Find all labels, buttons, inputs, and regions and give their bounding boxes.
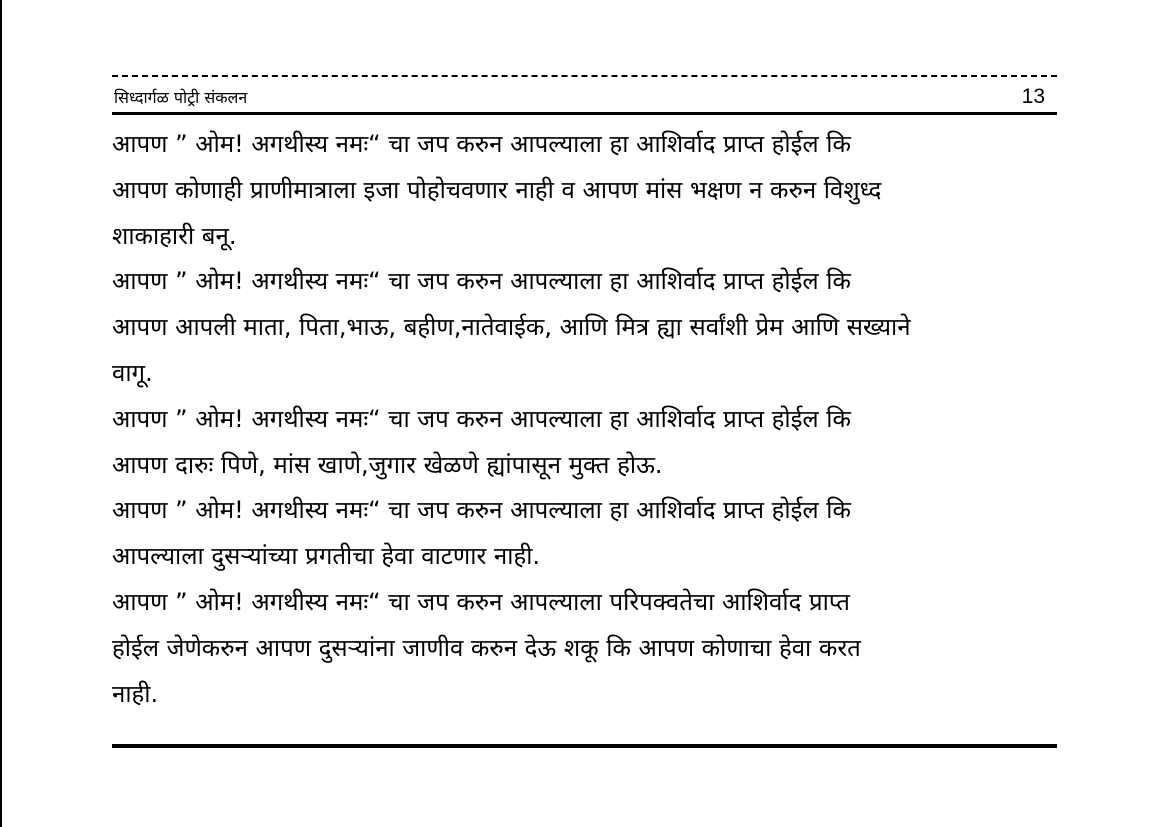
- text-line: आपण ” ओम! अगथीस्य नमः“ चा जप करुन आपल्याला हा आशिर्वाद प्राप्त होईल कि: [112, 496, 851, 525]
- text-line: आपण ” ओम! अगथीस्य नमः“ चा जप करुन आपल्याला परिपक्वतेचा आशिर्वाद प्राप्त: [112, 587, 850, 616]
- footer-rule: [112, 744, 1057, 748]
- text-line: आपण कोणाही प्राणीमात्राला इजा पोहोचवणार नाही व आपण मांस भक्षण न करुन विशुध्द: [112, 175, 882, 204]
- book-title: सिध्दार्गळ पोट्री संकलन: [114, 88, 248, 107]
- text-line: शाकाहारी बनू.: [112, 221, 237, 250]
- text-line: होईल जेणेकरुन आपण दुसऱ्यांना जाणीव करुन देऊ शकू कि आपण कोणाचा हेवा करत: [112, 633, 861, 662]
- header-dashed-rule: [112, 75, 1057, 77]
- page-number: 13: [1021, 85, 1045, 108]
- text-line: आपण आपली माता, पिता,भाऊ, बहीण,नातेवाईक, आणि मित्र ह्या सर्वांशी प्रेम आणि सख्याने: [112, 313, 911, 342]
- page-left-border: [0, 0, 2, 827]
- text-line: नाही.: [112, 679, 159, 708]
- text-line: वागू.: [112, 358, 153, 387]
- text-line: आपण ” ओम! अगथीस्य नमः“ चा जप करुन आपल्याला हा आशिर्वाद प्राप्त होईल कि: [112, 267, 851, 296]
- text-line: आपण ” ओम! अगथीस्य नमः“ चा जप करुन आपल्याला हा आशिर्वाद प्राप्त होईल कि: [112, 404, 851, 433]
- text-line: आपण ” ओम! अगथीस्य नमः“ चा जप करुन आपल्याला हा आशिर्वाद प्राप्त होईल कि: [112, 130, 851, 158]
- text-line: आपण दारुः पिणे, मांस खाणे,जुगार खेळणे ह्यांपासून मुक्त होऊ.: [112, 450, 663, 479]
- text-line: आपल्याला दुसऱ्यांच्या प्रगतीचा हेवा वाटणार नाही.: [112, 542, 541, 571]
- page-header: [112, 86, 1057, 110]
- body-text: [112, 122, 1057, 717]
- header-rule: [112, 112, 1057, 115]
